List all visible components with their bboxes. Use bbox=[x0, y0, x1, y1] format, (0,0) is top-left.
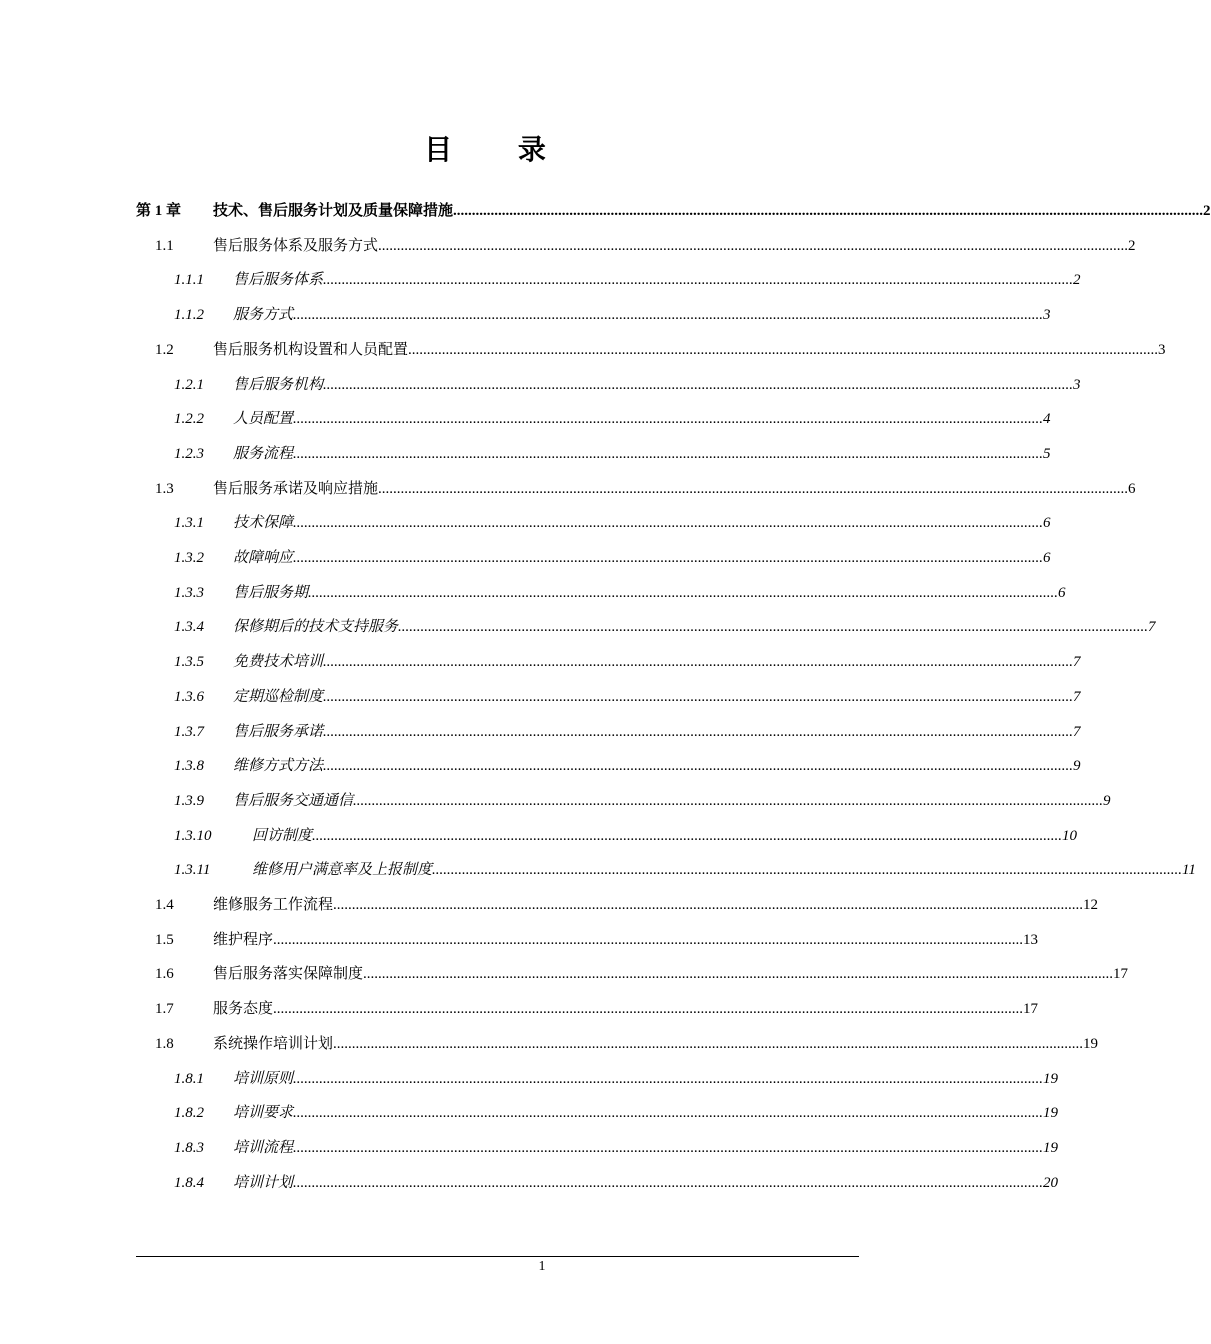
toc-dot-leader: ........................................................................................................................................................................................................ bbox=[312, 827, 1063, 844]
toc-entry-page: 6 bbox=[1043, 515, 1051, 532]
toc-entry[interactable] bbox=[0, 1136, 1059, 1160]
toc-entry-number: 1.8 bbox=[155, 1035, 174, 1052]
footer-divider bbox=[136, 1256, 859, 1257]
toc-entry-page: 9 bbox=[1103, 792, 1111, 809]
toc-dot-leader: ........................................................................................................................................................................................................ bbox=[293, 550, 1044, 566]
toc-entry[interactable] bbox=[0, 373, 1081, 397]
toc-entry-page: 7 bbox=[1148, 619, 1156, 636]
toc-entry[interactable] bbox=[0, 581, 1066, 605]
toc-entry[interactable] bbox=[0, 789, 1111, 813]
toc-entry-number: 1.3.2 bbox=[174, 550, 204, 566]
toc-entry[interactable] bbox=[0, 199, 1211, 223]
toc-dot-leader: ........................................................................................................................................................................................................ bbox=[333, 1035, 1084, 1052]
page-title: 目 录 bbox=[424, 133, 574, 166]
toc-dot-leader: ........................................................................................................................................................................................................ bbox=[293, 411, 1044, 428]
toc-entry-title: 维修方式方法 bbox=[233, 758, 324, 775]
toc-entry-number: 1.5 bbox=[155, 931, 174, 948]
toc-entry-number: 1.3.8 bbox=[174, 758, 204, 775]
toc-entry-page: 6 bbox=[1043, 550, 1051, 566]
toc-entry-page: 20 bbox=[1043, 1174, 1059, 1191]
toc-dot-leader: ........................................................................................................................................................................................................ bbox=[293, 1174, 1044, 1191]
toc-entry[interactable] bbox=[0, 928, 1039, 952]
toc-entry-page: 6 bbox=[1058, 584, 1066, 601]
toc-entry[interactable] bbox=[0, 1067, 1059, 1091]
toc-entry-title: 培训原则 bbox=[233, 1070, 294, 1087]
toc-entry[interactable] bbox=[0, 407, 1051, 431]
toc-entry-title: 回访制度 bbox=[252, 827, 313, 844]
toc-dot-leader: ........................................................................................................................................................................................................ bbox=[293, 307, 1044, 324]
toc-entry-page: 12 bbox=[1083, 897, 1099, 913]
toc-entry[interactable] bbox=[0, 1101, 1059, 1125]
toc-entry-title: 人员配置 bbox=[233, 411, 294, 428]
toc-entry-number: 1.3.11 bbox=[174, 862, 211, 879]
toc-dot-leader: ........................................................................................................................................................................................................ bbox=[308, 584, 1059, 601]
toc-entry-number: 1.8.2 bbox=[174, 1105, 204, 1122]
toc-entry-number: 1.8.4 bbox=[174, 1174, 204, 1191]
toc-entry-title: 定期巡检制度 bbox=[233, 688, 324, 705]
toc-dot-leader: ........................................................................................................................................................................................................ bbox=[323, 758, 1074, 775]
toc-entry-page: 6 bbox=[1128, 480, 1136, 497]
toc-entry[interactable] bbox=[0, 1171, 1059, 1195]
toc-dot-leader: ........................................................................................................................................................................................................ bbox=[353, 792, 1104, 809]
toc-entry[interactable] bbox=[0, 650, 1081, 674]
toc-entry[interactable] bbox=[0, 442, 1051, 466]
toc-entry-title: 系统操作培训计划 bbox=[213, 1035, 334, 1052]
toc-entry-number: 1.1.2 bbox=[174, 307, 204, 324]
toc-entry-title: 维护程序 bbox=[213, 931, 274, 948]
toc-entry[interactable] bbox=[0, 893, 1099, 917]
toc-entry[interactable] bbox=[0, 824, 1078, 848]
toc-entry-title: 免费技术培训 bbox=[233, 654, 324, 671]
toc-entry-number: 1.3.4 bbox=[174, 619, 204, 636]
toc-entry-page: 7 bbox=[1073, 654, 1081, 671]
toc-entry-number: 1.7 bbox=[155, 1001, 174, 1018]
toc-dot-leader: ........................................................................................................................................................................................................ bbox=[323, 654, 1074, 671]
toc-entry-number: 1.1.1 bbox=[174, 272, 204, 289]
toc-entry-page: 3 bbox=[1158, 341, 1166, 358]
toc-entry-title: 售后服务交通通信 bbox=[233, 792, 354, 809]
toc-entry[interactable] bbox=[0, 546, 1051, 570]
toc-entry-title: 培训要求 bbox=[233, 1105, 294, 1122]
toc-entry-number: 1.8.1 bbox=[174, 1070, 204, 1087]
toc-entry-title: 保修期后的技术支持服务 bbox=[233, 619, 399, 636]
toc-entry[interactable] bbox=[0, 234, 1136, 258]
toc-entry-page: 19 bbox=[1043, 1105, 1059, 1122]
toc-entry-title: 售后服务体系 bbox=[233, 272, 324, 289]
toc-entry-page: 2 bbox=[1128, 237, 1136, 254]
toc-dot-leader: ........................................................................................................................................................................................................ bbox=[323, 376, 1074, 393]
toc-entry-page: 3 bbox=[1073, 376, 1081, 393]
toc-entry-page: 5 bbox=[1043, 445, 1051, 462]
toc-entry[interactable] bbox=[0, 268, 1081, 292]
toc-entry-page: 3 bbox=[1043, 307, 1051, 324]
toc-entry-number: 1.3.6 bbox=[174, 688, 204, 705]
toc-entry-number: 第 1 章 bbox=[136, 203, 182, 219]
toc-entry[interactable] bbox=[0, 685, 1081, 709]
toc-entry-title: 故障响应 bbox=[233, 550, 294, 566]
toc-entry[interactable] bbox=[0, 303, 1051, 327]
toc-entry[interactable] bbox=[0, 997, 1039, 1021]
toc-entry[interactable] bbox=[0, 1032, 1099, 1056]
toc-entry-title: 维修用户满意率及上报制度 bbox=[252, 862, 433, 879]
toc-entry-page: 2 bbox=[1203, 203, 1211, 219]
toc-entry-page: 10 bbox=[1062, 827, 1078, 844]
toc-entry-number: 1.3 bbox=[155, 480, 174, 497]
toc-entry-title: 售后服务承诺及响应措施 bbox=[213, 480, 379, 497]
toc-entry-title: 售后服务期 bbox=[233, 584, 309, 601]
toc-dot-leader: ........................................................................................................................................................................................................ bbox=[378, 480, 1129, 497]
toc-entry-number: 1.4 bbox=[155, 897, 174, 913]
toc-dot-leader: ........................................................................................................................................................................................................ bbox=[293, 1070, 1044, 1087]
toc-entry[interactable] bbox=[0, 858, 1196, 882]
toc-entry-page: 4 bbox=[1043, 411, 1051, 428]
toc-dot-leader: ........................................................................................................................................................................................................ bbox=[323, 272, 1074, 289]
toc-entry[interactable] bbox=[0, 338, 1166, 362]
toc-entry[interactable] bbox=[0, 615, 1156, 639]
toc-dot-leader: ........................................................................................................................................................................................................ bbox=[273, 1001, 1024, 1018]
toc-entry-page: 11 bbox=[1182, 862, 1196, 879]
toc-entry-page: 19 bbox=[1043, 1070, 1059, 1087]
toc-dot-leader: ........................................................................................................................................................................................................ bbox=[378, 237, 1129, 254]
toc-dot-leader: ........................................................................................................................................................................................................ bbox=[293, 1139, 1044, 1156]
toc-entry[interactable] bbox=[0, 720, 1081, 744]
toc-entry-number: 1.2.3 bbox=[174, 445, 204, 462]
toc-entry-number: 1.8.3 bbox=[174, 1139, 204, 1156]
toc-entry-number: 1.2.2 bbox=[174, 411, 204, 428]
toc-entry-number: 1.3.5 bbox=[174, 654, 204, 671]
toc-entry-number: 1.6 bbox=[155, 966, 174, 983]
toc-entry-title: 售后服务体系及服务方式 bbox=[213, 237, 379, 254]
toc-entry-title: 服务态度 bbox=[213, 1001, 274, 1018]
toc-entry-number: 1.2.1 bbox=[174, 376, 204, 393]
toc-dot-leader: ........................................................................................................................................................................................................ bbox=[293, 1105, 1044, 1122]
toc-entry[interactable] bbox=[0, 511, 1051, 535]
toc-entry[interactable] bbox=[0, 754, 1081, 778]
toc-entry-number: 1.3.9 bbox=[174, 792, 204, 809]
toc-entry-title: 技术保障 bbox=[233, 515, 294, 532]
toc-entry-title: 培训计划 bbox=[233, 1174, 294, 1191]
toc-dot-leader: ........................................................................................................................................................................................................ bbox=[363, 966, 1114, 983]
toc-dot-leader: ........................................................................................................................................................................................................ bbox=[293, 445, 1044, 462]
toc-dot-leader: ........................................................................................................................................................................................................ bbox=[408, 341, 1159, 358]
toc-entry-number: 1.3.1 bbox=[174, 515, 204, 532]
toc-entry-page: 19 bbox=[1043, 1139, 1059, 1156]
toc-entry-page: 7 bbox=[1073, 723, 1081, 740]
toc-entry-page: 7 bbox=[1073, 688, 1081, 705]
toc-dot-leader: ........................................................................................................................................................................................................ bbox=[333, 897, 1084, 913]
toc-dot-leader: ........................................................................................................................................................................................................ bbox=[323, 723, 1074, 740]
toc-entry-title: 技术、售后服务计划及质量保障措施 bbox=[213, 203, 454, 219]
toc-entry-number: 1.3.10 bbox=[174, 827, 212, 844]
toc-entry-title: 售后服务机构 bbox=[233, 376, 324, 393]
toc-entry-title: 培训流程 bbox=[233, 1139, 294, 1156]
toc-entry-number: 1.2 bbox=[155, 341, 174, 358]
toc-dot-leader: ........................................................................................................................................................................................................ bbox=[453, 203, 1204, 219]
toc-entry-page: 9 bbox=[1073, 758, 1081, 775]
toc-entry-page: 17 bbox=[1113, 966, 1129, 983]
toc-entry-page: 2 bbox=[1073, 272, 1081, 289]
toc-entry-title: 售后服务机构设置和人员配置 bbox=[213, 341, 409, 358]
toc-entry-number: 1.3.7 bbox=[174, 723, 204, 740]
toc-entry-title: 售后服务承诺 bbox=[233, 723, 324, 740]
toc-entry[interactable] bbox=[0, 477, 1136, 501]
toc-entry-page: 13 bbox=[1023, 931, 1039, 948]
toc-entry-page: 19 bbox=[1083, 1035, 1099, 1052]
toc-dot-leader: ........................................................................................................................................................................................................ bbox=[432, 862, 1183, 879]
toc-dot-leader: ........................................................................................................................................................................................................ bbox=[293, 515, 1044, 532]
toc-dot-leader: ........................................................................................................................................................................................................ bbox=[398, 619, 1149, 636]
toc-entry-title: 服务方式 bbox=[233, 307, 294, 324]
toc-dot-leader: ........................................................................................................................................................................................................ bbox=[273, 931, 1024, 948]
toc-entry-title: 维修服务工作流程 bbox=[213, 897, 334, 913]
toc-entry-page: 17 bbox=[1023, 1001, 1039, 1018]
toc-entry-title: 服务流程 bbox=[233, 445, 294, 462]
toc-dot-leader: ........................................................................................................................................................................................................ bbox=[323, 688, 1074, 705]
footer-page-number: 1 bbox=[538, 1259, 546, 1274]
toc-entry[interactable] bbox=[0, 962, 1129, 986]
toc-entry-number: 1.3.3 bbox=[174, 584, 204, 601]
toc-entry-number: 1.1 bbox=[155, 237, 174, 254]
toc-entry-title: 售后服务落实保障制度 bbox=[213, 966, 364, 983]
